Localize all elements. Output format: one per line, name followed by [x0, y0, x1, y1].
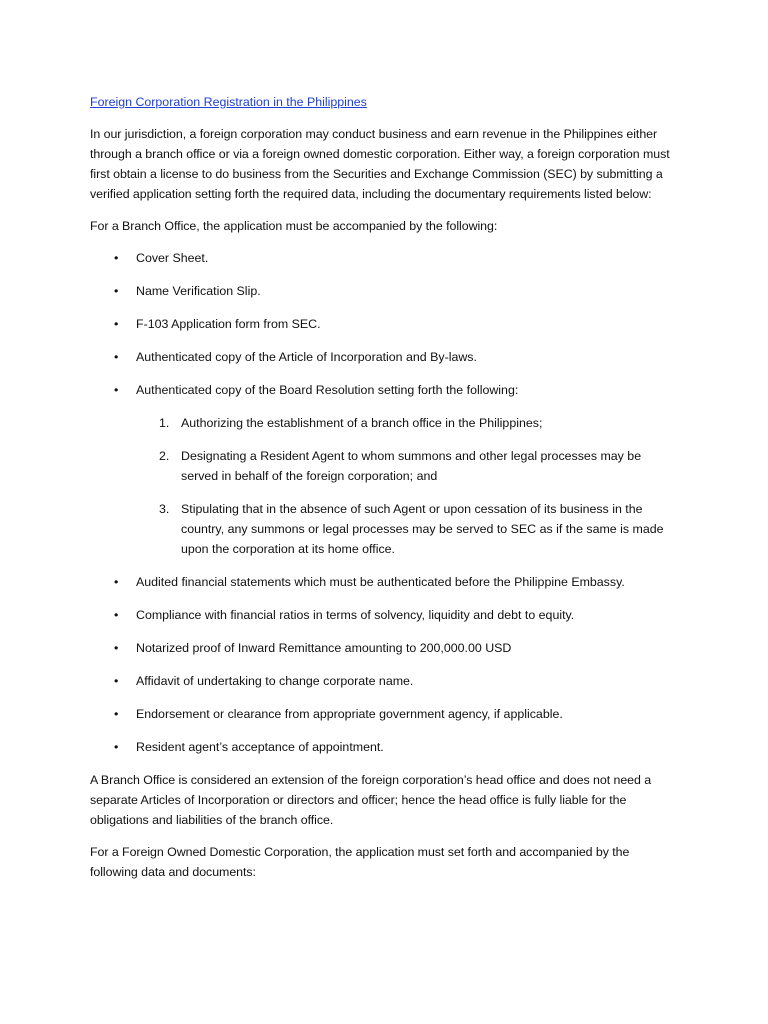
list-item-text: Authenticated copy of the Article of Incorporation and By-laws.: [136, 350, 477, 364]
list-item: [90, 704, 680, 724]
list-item: [90, 380, 680, 559]
numbered-item-text: Authorizing the establishment of a branch office in the Philippines;: [181, 416, 543, 430]
list-item-text: Cover Sheet.: [136, 251, 209, 265]
list-item-text: Audited financial statements which must be authenticated before the Philippine Embassy.: [136, 575, 625, 589]
list-item-text: Name Verification Slip.: [136, 284, 261, 298]
list-item-text: Compliance with financial ratios in terms of solvency, liquidity and debt to equity.: [136, 608, 575, 622]
list-item: [90, 671, 680, 691]
list-item-text: Endorsement or clearance from appropriate government agency, if applicable.: [136, 707, 563, 721]
bullet-icon: •: [114, 383, 119, 397]
document-title-link[interactable]: Foreign Corporation Registration in the Philippines: [90, 95, 367, 109]
list-item: [90, 248, 680, 268]
bullet-icon: •: [114, 350, 119, 364]
list-item-text: F-103 Application form from SEC.: [136, 317, 321, 331]
list-item: [90, 572, 680, 592]
list-item-text: Affidavit of undertaking to change corporate name.: [136, 674, 414, 688]
list-item-text: Authenticated copy of the Board Resolution setting forth the following:: [136, 383, 519, 397]
bullet-icon: •: [114, 608, 119, 622]
list-item: [90, 605, 680, 625]
board-resolution-list: [136, 413, 680, 559]
branch-requirements-list: [90, 248, 680, 757]
list-item: [90, 737, 680, 757]
list-item: [90, 314, 680, 334]
bullet-icon: •: [114, 575, 119, 589]
bullet-icon: •: [114, 251, 119, 265]
item-number: 1.: [159, 416, 170, 430]
list-item-text: Notarized proof of Inward Remittance amounting to 200,000.00 USD: [136, 641, 512, 655]
numbered-item-text: Designating a Resident Agent to whom summons and other legal processes may be served in behalf of the foreign corporation; and: [181, 449, 642, 483]
item-number: 2.: [159, 449, 170, 463]
bullet-icon: •: [114, 641, 119, 655]
numbered-item: [136, 446, 680, 486]
intro-paragraph: In our jurisdiction, a foreign corporation may conduct business and earn revenue in the Philippines either through a branch office or via a foreign owned domestic corporation. Either way, a foreign corporation must first obtain a license to do business from the Securities and Exchange Commission (SEC) by submitting a verified application setting forth the required data, including the documentary requirements listed below:: [90, 127, 670, 201]
bullet-icon: •: [114, 740, 119, 754]
domestic-corporation-lead: For a Foreign Owned Domestic Corporation, the application must set forth and accompanied by the following data and documents:: [90, 845, 630, 879]
numbered-item: [136, 499, 680, 559]
bullet-icon: •: [114, 674, 119, 688]
list-item: [90, 347, 680, 367]
numbered-item: [136, 413, 680, 433]
branch-office-note: A Branch Office is considered an extension of the foreign corporation’s head office and does not need a separate Articles of Incorporation or directors and officer; hence the head office is fully liable for the obligations and liabilities of the branch office.: [90, 773, 652, 827]
numbered-item-text: Stipulating that in the absence of such Agent or upon cessation of its business in the country, any summons or legal processes may be served to SEC as if the same is made upon the corporation at its home office.: [181, 502, 664, 556]
bullet-icon: •: [114, 707, 119, 721]
bullet-icon: •: [114, 284, 119, 298]
list-item-text: Resident agent’s acceptance of appointment.: [136, 740, 384, 754]
list-item: [90, 638, 680, 658]
branch-office-lead: For a Branch Office, the application must be accompanied by the following:: [90, 219, 498, 233]
list-item: [90, 281, 680, 301]
bullet-icon: •: [114, 317, 119, 331]
item-number: 3.: [159, 502, 170, 516]
